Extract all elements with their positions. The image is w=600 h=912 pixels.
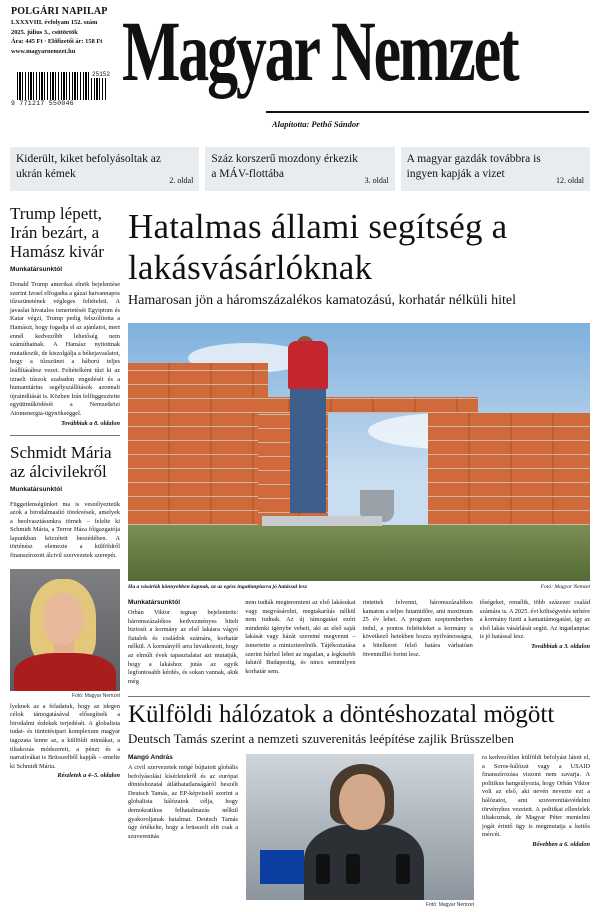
photo-credit: Fotó: Magyar Nemzet [540,584,590,590]
brick-lintel [248,397,478,413]
teaser-3[interactable] [401,147,590,191]
story-body: tőségeket, remélik, több százezer család számára is. A 2025. évi költségvetés terhére a kormány fizeti a kamattámogatást, így az első lakás vásárlását segíti. Az ingatlanpiac is jó hatással lesz. [479,599,590,641]
microphone-icon [316,854,330,884]
deutsch-photo [246,754,474,900]
story-body: A civil szervezetek mögé bújtatott globális befolyásolási kísérletekről és az európai döntéshozatal átláthatatlanságáról beszélt Deutsch Tamás, az EP-képviselő szerint a globalista hálózatok célja, hogy demokratikus felhatalmazás nélkül gyakoroljanak hatalmat. Deutsch Tamás úgy értékelte, hogy a brüsszeli elit csak a szuverenitás [128,764,238,840]
photo-credit: Fotó: Magyar Nemzet [71,692,120,699]
teaser-title: A magyar gazdák továbbra is ingyen kapják a vizet [406,153,541,180]
main-col-1 [128,599,238,686]
newspaper-type: POLGÁRI NAPILAP [11,6,108,17]
story-body: lyeknek az a feladatuk, hogy az idegen célok támogatásával elősegítsék a birodalmi érdekek terjedését. A globalista tudat- és tüntetésipari komplexum magyar tagozata lenne az, a külföldi mintákat, a tiltakozás módszereit, a pénzt és a narratívákat is Brüsszelből kapják – emelte ki Schmidt Mária. [10,702,120,770]
story-body: Függetlenségünket ma is veszélyeztetik azok a birodalmasító törekvések, amelyek a beolvasztásunkra törnek – felelte ki Schmidt Mária, a Terror Háza főigazgatója lapunkban közzétett beszédében. A történész elemezte a külföldről finanszírozott álcivil szervezetek szerepét. [10,500,120,560]
story-body: ra kedvezőtlen külföldi befolyást látott el, a Soros-hálózat vagy a USAID finanszírozása viszont nem zavarja. A politikus hangsúlyozta, hogy Orbán Viktor volt az első, aki nevén nevezte ezt a hálózatot, ami szuverenitásvédelmi törvényhez vezetett. A politikai ellenfelek tiltakoznak, de Magyar Péter mentelmi jogát érintő ügy is megmutatja a kettős mércét. [482,754,590,839]
continued-link[interactable]: Továbbiak a 8. oldalon [61,419,120,427]
scaffold [262,516,382,526]
story-headline-trump[interactable]: Trump lépett, Irán bezárt, a Hamász kivár [10,204,104,261]
byline: Munkatársunktól [10,266,63,273]
teaser-title: Száz korszerű mozdony érkezik a MÁV-flottába [211,153,358,180]
story-body: rintettek felvenni, háromszázalékos kamaton a teljes futamidőre, ami maximum 25 év lehet. A program szeptemberben indul, a pontos feltételeket a kormány a következő hetekben hozza nyilvánosságra, a hitelkeret felső határa várhatóan ötvenmillió forint lesz. [362,599,473,658]
teaser-page: 12. oldal [555,176,584,185]
main-headline[interactable]: Hatalmas állami segítség a lakásvásárlóknak [128,207,508,287]
microphone-icon [396,854,410,884]
founder-tagline: Alapította: Pethő Sándor [272,119,360,129]
newspaper-logo: Magyar Nemzet [122,3,518,99]
date-line: 2025. július 3., csütörtök [11,28,78,36]
story-body: nem tudták megteremteni az első lakásukat vagy megvásárolni, megtakarítás nélkül nem tudnak. Az új támogatást ezért mindenki igénybe veheti, aki az első saját lakását vagy házát szeretné megvenni – ismertette a miniszterelnök. Tájékoztatása szerint bárhol lehet az ingatlan, a legkisebb falutól Budapestig, és nincs semmilyen korhatár sem. [245,599,356,675]
barcode-addon: 25152 [92,71,111,78]
continued-link[interactable]: Részletek a 4–5. oldalon [57,772,120,780]
story-body: Orbán Viktor tegnap bejelentette: háromszázalékos kedvezményes hitelt biztosít a kormány az első lakásra vágyó fiatalok és családok számára, korhatár nélkül. A kormányfő arra hivatkozott, hogy az elmúlt évek tapasztalatai azt mutatják, hogy a lakáshoz jutás az egyik legfontosabb kérdés, és sokan vannak, akik még [128,609,239,685]
main-col-3 [363,599,473,686]
main-story-columns [128,599,590,686]
photo-ground [128,525,590,581]
story-body: Donald Trump amerikai elnök bejelentése szerint Izrael elfogadta a gázai hatvannapos tűzszünetének végleges feltételeit. A javaslat hivatalos ismertetését Egyiptom és Katar végzi, Trump pedig felszólította a Hamászt, hogy fogadja el az ajánlatot, mert ennél kedvezőbb lehetőség nem számíthatnak. A Hamász nyitottnak mutatkozik, de kiszolgálja a békejavaslatot, hogy a tűzszünet a háború teljes leállításához vezet. Feltételként tűzi ki az izraeli túszok szabadon engedését és a humanitárius segélyszállítások azonnali újraindítását is. Közben Irán felfüggesztette együttműködését a Nemzetközi Atomenergia-ügynökséggel. [10,281,120,417]
main-dek: Hamarosan jön a háromszázalékos kamatozású, korhatár nélküli hitel [128,293,516,308]
eu-flag [260,850,304,884]
website: www.magyarnemzet.hu [11,47,76,55]
caption-text: Ha a vásárlók könnyebben kapnak, az az egész ingatlanpiacra jó hatással lesz [128,584,308,590]
continued-link[interactable]: Továbbiak a 3. oldalon [531,642,590,650]
teaser-page: 3. oldal [364,176,389,185]
byline: Mangó András [128,754,173,761]
teaser-1[interactable] [10,147,199,191]
schmidt-portrait-photo [10,569,120,691]
story-headline-schmidt[interactable]: Schmidt Mária az álcivilekről [10,442,112,481]
teaser-2[interactable] [205,147,394,191]
main-col-4 [480,599,590,686]
byline: Munkatársunktól [128,599,181,606]
worker-legs [290,389,326,513]
barcode-number: 9 771217 550046 [11,100,75,107]
barcode [11,72,111,108]
portrait-dress [14,653,116,691]
main-col-2 [245,599,355,686]
person-head [339,774,385,830]
worker-shirt [288,341,328,389]
teaser-bar [10,147,590,191]
divider [10,435,120,436]
continued-link[interactable]: Bővebben a 6. oldalon [532,840,590,848]
portrait-face [43,593,83,645]
masthead-rule [266,111,589,113]
divider [128,696,590,697]
price-line: Ára: 445 Ft · Előfizetői ár: 158 Ft [11,38,103,46]
teaser-page: 2. oldal [169,176,194,185]
byline: Munkatársunktól [10,485,63,493]
photo-credit: Fotó: Magyar Nemzet [425,902,474,908]
teaser-title: Kiderült, kiket befolyásoltak az ukrán kémek [16,153,161,180]
second-dek: Deutsch Tamás szerint a nemzeti szuverenitás leépítése zajlik Brüsszelben [128,731,514,746]
left-column [10,204,120,779]
second-headline[interactable]: Külföldi hálózatok a döntéshozatal mögött [128,701,555,728]
second-col-left [128,754,238,841]
photo-caption [128,584,590,590]
volume-line: LXXXVIII. évfolyam 152. szám [11,19,98,26]
microphone-icon [346,854,360,884]
second-col-right [482,754,590,848]
masthead [0,0,600,140]
